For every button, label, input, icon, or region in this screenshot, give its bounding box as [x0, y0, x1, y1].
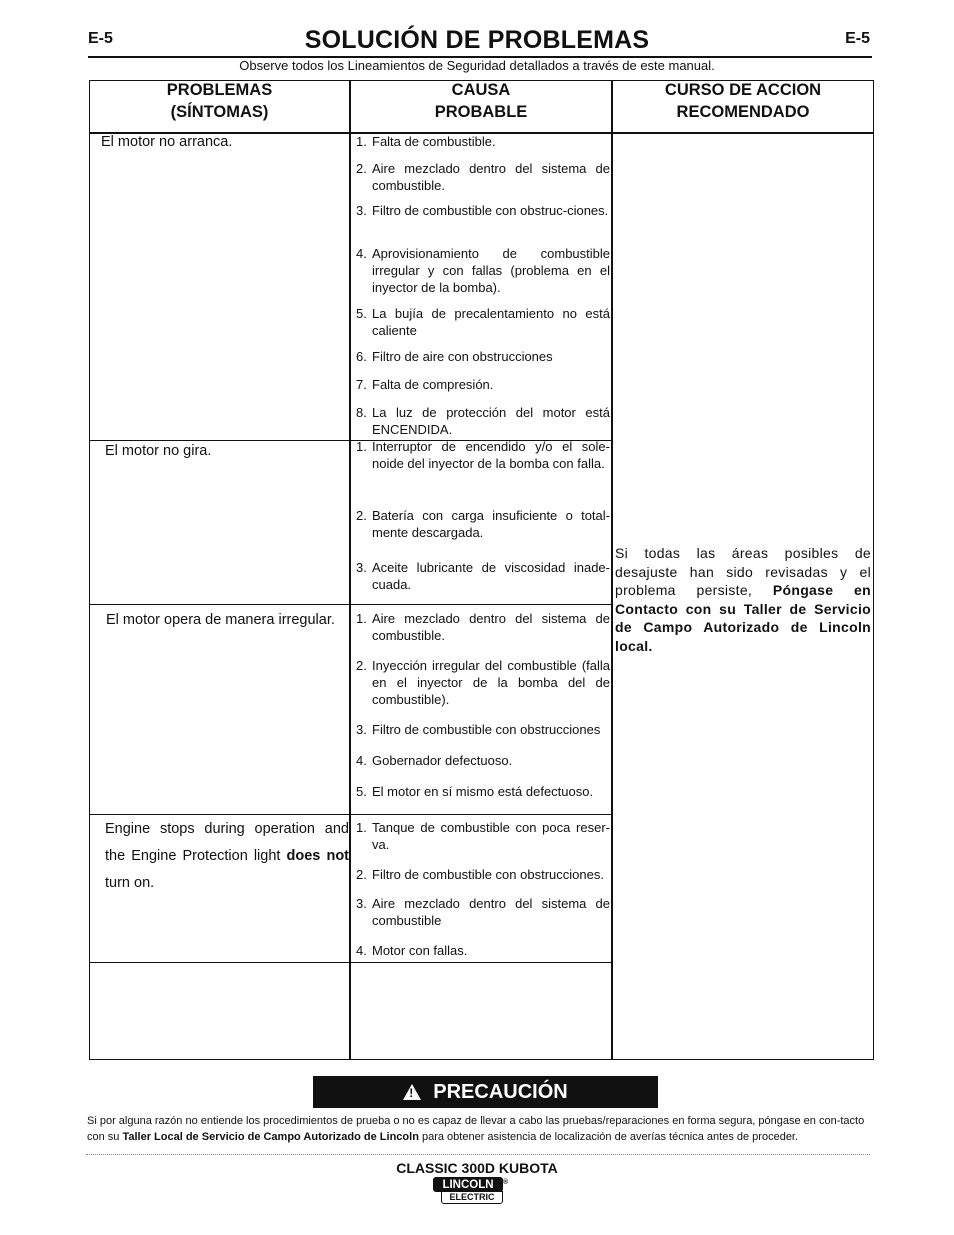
cause-number: 3. [356, 560, 367, 575]
cause-number: 1. [356, 611, 367, 626]
header-action-line2: RECOMENDADO [676, 103, 810, 121]
cause-number: 3. [356, 722, 367, 737]
cause-text: Aprovisionamiento de combustible irregular y con fallas (problema en el inyector de la bomba). [372, 246, 610, 295]
cause-number: 1. [356, 820, 367, 835]
cause-item [356, 752, 610, 769]
action-text: Si todas las áreas posibles de desajuste han sido revisadas y el problema persiste, [615, 545, 871, 598]
header-action [613, 79, 873, 123]
header-action-line1: CURSO DE ACCION [664, 81, 822, 99]
cause-item [356, 866, 610, 883]
cause-number: 1. [356, 134, 367, 149]
symptom-4-text: Engine stops during operation and the Engine Protection light [105, 821, 349, 864]
cause-text: Inyección irregular del combustible (falla en el inyector de la bomba del de combustible). [372, 658, 610, 707]
cause-item [356, 404, 610, 438]
caution-banner [313, 1076, 658, 1108]
cause-item [356, 438, 610, 472]
cause-text: Gobernador defectuoso. [372, 753, 513, 768]
cause-text: Filtro de combustible con obstrucciones [372, 722, 601, 737]
symptom-4-end: turn on. [105, 875, 155, 891]
header-problems-line2: (SÍNTOMAS) [170, 103, 269, 121]
symptom-4 [105, 816, 349, 897]
page-number-left: E-5 [88, 30, 113, 47]
cause-item [356, 245, 610, 296]
cause-text: La bujía de precalentamiento no está caliente [372, 306, 610, 338]
cause-item [356, 819, 610, 853]
cause-text: Motor con fallas. [372, 943, 468, 958]
cause-item [356, 507, 610, 541]
cause-item [356, 895, 610, 929]
cause-item [356, 721, 610, 738]
cause-text: Aire mezclado dentro del sistema de combustible. [372, 611, 610, 643]
caution-note-bold: Taller Local de Servicio de Campo Autorizado de Lincoln [122, 1131, 419, 1143]
caution-note-text: Si por alguna razón no entiende los procedimientos de prueba o no es capaz de llevar a cabo las pruebas/reparaciones en forma segura, póngase en con-tacto con su [87, 1115, 865, 1143]
cause-text: Falta de combustible. [372, 134, 496, 149]
cause-text: Aceite lubricante de viscosidad inade-cuada. [372, 560, 610, 592]
cause-item [356, 160, 610, 194]
header-cause-line1: CAUSA [451, 81, 511, 99]
cause-item [356, 657, 610, 708]
page-title: SOLUCIÓN DE PROBLEMAS [304, 26, 650, 54]
row-divider-3 [89, 814, 612, 815]
cause-text: Falta de compresión. [372, 377, 494, 392]
cause-number: 1. [356, 439, 367, 454]
header-problems-line1: PROBLEMAS [166, 81, 273, 99]
cause-number: 2. [356, 508, 367, 523]
lincoln-electric-logo [433, 1177, 511, 1207]
caution-note [87, 1113, 872, 1145]
cause-number: 3. [356, 203, 367, 218]
cause-item [356, 942, 610, 959]
cause-item [356, 202, 610, 219]
symptom-1: El motor no arranca. [101, 134, 233, 150]
cause-number: 8. [356, 405, 367, 420]
header-problems [90, 79, 349, 123]
cause-number: 5. [356, 784, 367, 799]
warning-triangle-icon [403, 1084, 421, 1100]
cause-text: Aire mezclado dentro del sistema de combustible [372, 896, 610, 928]
recommended-action [615, 544, 871, 655]
column-divider-1 [349, 80, 351, 1060]
model-name: CLASSIC 300D KUBOTA [396, 1160, 558, 1176]
cause-text: Filtro de combustible con obstruc-ciones. [372, 203, 609, 218]
cause-text: Aire mezclado dentro del sistema de combustible. [372, 161, 610, 193]
cause-item [356, 783, 610, 800]
cause-text: Filtro de combustible con obstrucciones. [372, 867, 604, 882]
cause-text: Filtro de aire con obstrucciones [372, 349, 553, 364]
logo-registered-mark: ® [503, 1179, 509, 1186]
logo-bottom-text: ELECTRIC [441, 1191, 503, 1204]
header-cause-line2: PROBABLE [434, 103, 528, 121]
page-number-right: E-5 [845, 30, 870, 47]
cause-number: 5. [356, 306, 367, 321]
row-divider-2 [89, 604, 612, 605]
footer-divider [86, 1154, 870, 1155]
cause-text: Tanque de combustible con poca reser-va. [372, 820, 610, 852]
cause-number: 6. [356, 349, 367, 364]
cause-item [356, 348, 610, 365]
cause-text: Interruptor de encendido y/o el sole-noide del inyector de la bomba con falla. [372, 439, 610, 471]
cause-item [356, 610, 610, 644]
symptom-2: El motor no gira. [105, 443, 212, 459]
cause-text: Batería con carga insuficiente o total-mente descargada. [372, 508, 610, 540]
cause-number: 2. [356, 867, 367, 882]
caution-label: PRECAUCIÓN [433, 1080, 568, 1103]
action-bold-text: Póngase en Contacto con su Taller de Servicio de Campo Autorizado de Lincoln local. [615, 582, 871, 654]
caution-note-end: para obtener asistencia de localización de averías técnica antes de proceder. [418, 1131, 799, 1143]
cause-item [356, 376, 610, 393]
warning-glyph: ! [409, 1086, 414, 1100]
cause-number: 4. [356, 753, 367, 768]
header-cause [351, 79, 611, 123]
logo-top-text: LINCOLN [433, 1177, 503, 1192]
cause-text: La luz de protección del motor está ENCENDIDA. [372, 405, 610, 437]
cause-number: 4. [356, 943, 367, 958]
column-divider-2 [611, 80, 613, 1060]
cause-item [356, 305, 610, 339]
cause-item [356, 133, 610, 150]
safety-note: Observe todos los Lineamientos de Seguridad detallados a través de este manual. [239, 58, 715, 73]
cause-number: 4. [356, 246, 367, 261]
cause-text: El motor en sí mismo está defectuoso. [372, 784, 594, 799]
cause-number: 3. [356, 896, 367, 911]
cause-number: 2. [356, 658, 367, 673]
cause-item [356, 559, 610, 593]
cause-number: 2. [356, 161, 367, 176]
symptom-3: El motor opera de manera irregular. [106, 612, 335, 628]
row-divider-4 [89, 962, 612, 963]
cause-number: 7. [356, 377, 367, 392]
symptom-4-bold: does not [286, 848, 349, 864]
